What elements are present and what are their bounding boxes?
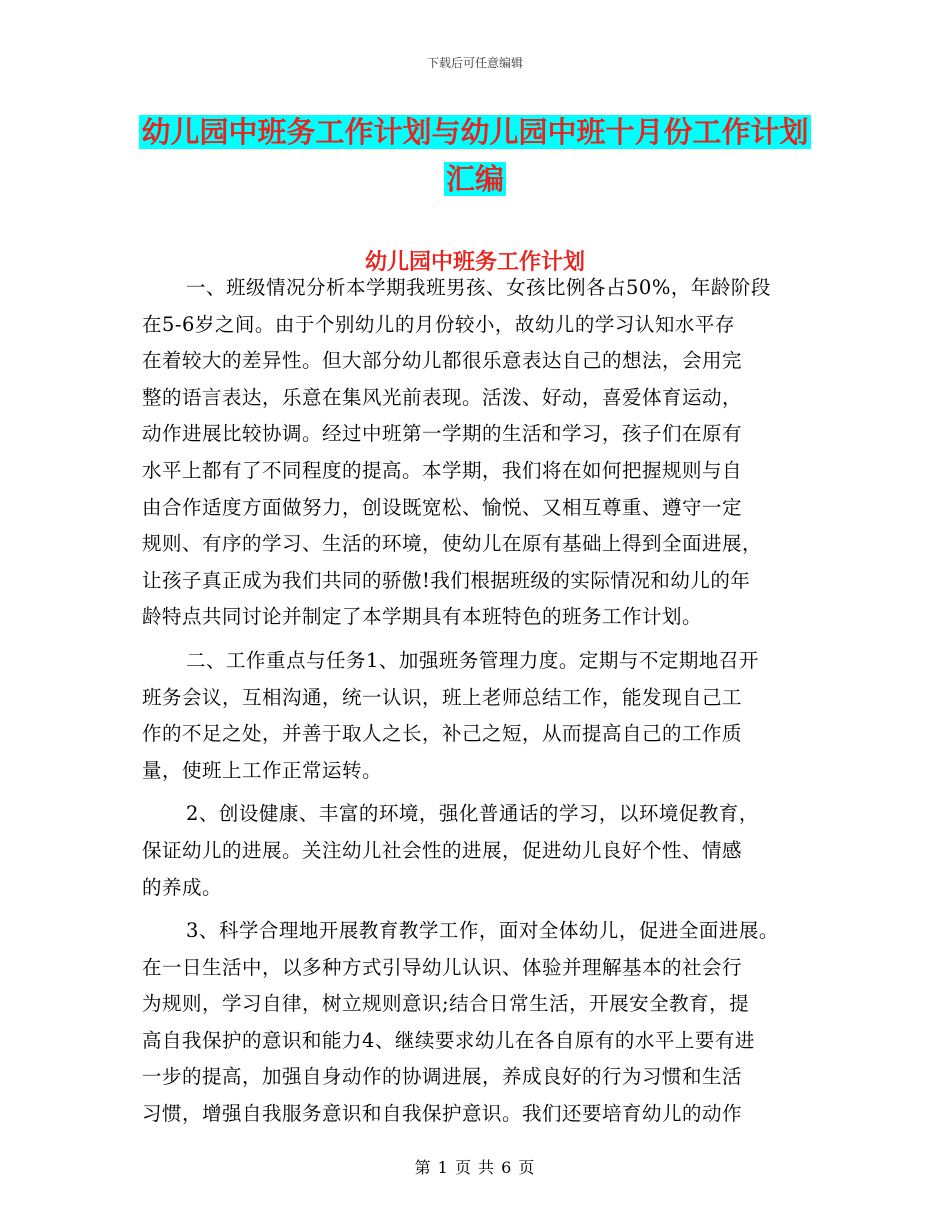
text-line: 量，使班上工作正常运转。: [142, 758, 383, 782]
paragraph-2: [142, 643, 822, 789]
text-line: 3、科学合理地开展教育教学工作，面对全体幼儿，促进全面进展。: [186, 919, 779, 943]
paragraph-4: [142, 913, 822, 1133]
document-title-line-2: 汇编: [445, 162, 504, 196]
text-line: 规则、有序的学习、生活的环境，使幼儿在原有基础上得到全面进展，: [142, 532, 763, 556]
paragraph-3: [142, 796, 822, 906]
body-text: [142, 270, 822, 1140]
paragraph-1: [142, 270, 822, 636]
text-line: 整的语言表达，乐意在集风光前表现。活泼、好动，喜爱体育运动，: [142, 385, 743, 409]
text-line: 班务会议，互相沟通，统一认识，班上老师总结工作，能发现自己工: [142, 685, 743, 709]
text-line: 一步的提高，加强自身动作的协调进展，养成良好的行为习惯和生活: [142, 1065, 743, 1089]
text-line: 龄特点共同讨论并制定了本学期具有本班特色的班务工作计划。: [142, 605, 703, 629]
text-line: 高自我保护的意识和能力4、继续要求幼儿在各自原有的水平上要有进: [142, 1028, 755, 1052]
text-line: 为规则，学习自律，树立规则意识;结合日常生活，开展安全教育，提: [142, 992, 750, 1016]
text-line: 习惯，增强自我服务意识和自我保护意识。我们还要培育幼儿的动作: [142, 1102, 743, 1126]
text-line: 在一日生活中，以多种方式引导幼儿认识、体验并理解基本的社会行: [142, 955, 743, 979]
text-line: 一、班级情况分析本学期我班男孩、女孩比例各占50%，年龄阶段: [186, 276, 771, 299]
text-line: 水平上都有了不同程度的提高。本学期，我们将在如何把握规则与自: [142, 458, 743, 482]
text-line: 由合作适度方面做努力，创设既宽松、愉悦、又相互尊重、遵守一定: [142, 495, 743, 519]
text-line: 二、工作重点与任务1、加强班务管理力度。定期与不定期地召开: [186, 648, 759, 672]
text-line: 在着较大的差异性。但大部分幼儿都很乐意表达自己的想法，会用完: [142, 349, 743, 373]
text-line: 作的不足之处，并善于取人之长，补己之短，从而提高自己的工作质: [142, 722, 743, 746]
document-title: [0, 110, 950, 201]
page-footer: 第 1 页 共 6 页: [414, 1158, 536, 1177]
text-line: 2、创设健康、丰富的环境，强化普通话的学习，以环境促教育，: [186, 802, 759, 826]
section-title: 幼儿园中班务工作计划: [364, 250, 585, 275]
text-line: 保证幼儿的进展。关注幼儿社会性的进展，促进幼儿良好个性、情感: [142, 838, 743, 862]
text-line: 的养成。: [142, 875, 223, 899]
header-note: 下载后可任意编辑: [426, 56, 523, 70]
text-line: 动作进展比较协调。经过中班第一学期的生活和学习，孩子们在原有: [142, 422, 743, 446]
text-line: 在5-6岁之间。由于个别幼儿的月份较小，故幼儿的学习认知水平存: [142, 312, 735, 336]
document-title-line-1: 幼儿园中班务工作计划与幼儿园中班十月份工作计划: [141, 115, 809, 149]
text-line: 让孩子真正成为我们共同的骄傲!我们根据班级的实际情况和幼儿的年: [142, 568, 751, 592]
